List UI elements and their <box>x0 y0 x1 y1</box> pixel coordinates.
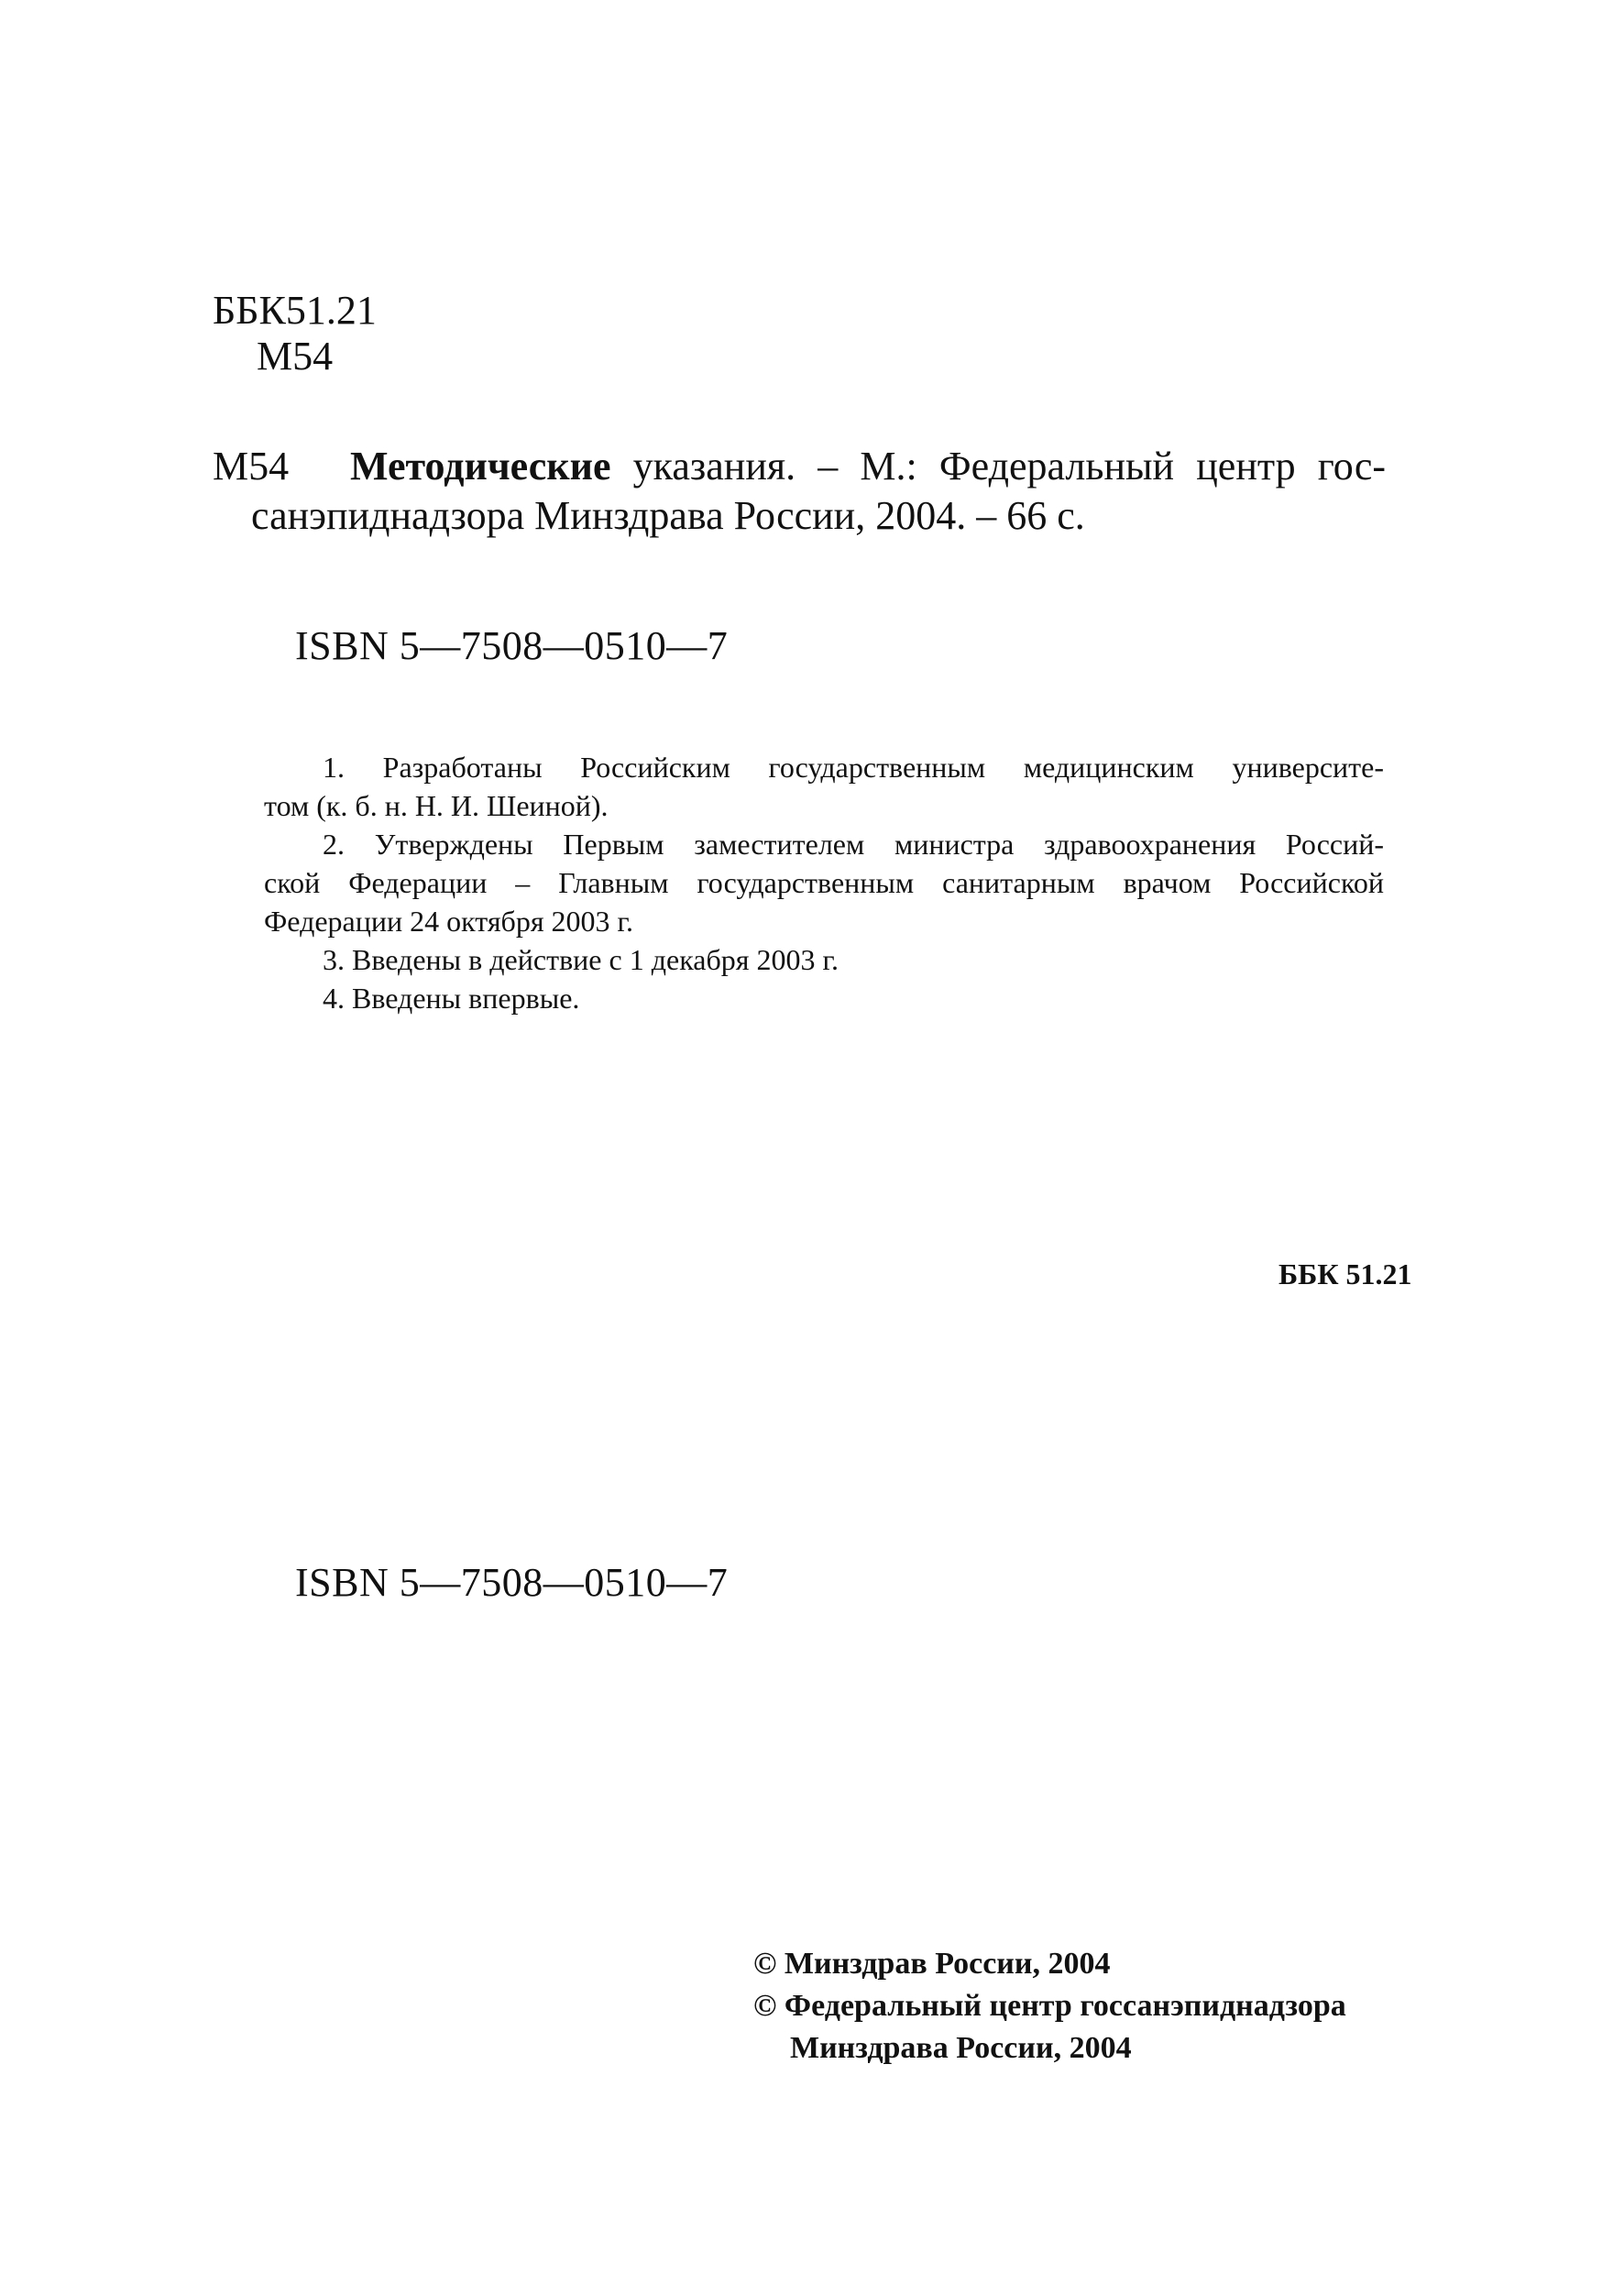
isbn-top: ISBN 5—7508—0510—7 <box>295 623 729 668</box>
author-mark: М54 <box>257 334 334 379</box>
citation-author-mark: М54 <box>213 444 290 489</box>
copyright-block <box>753 1943 1346 2070</box>
note-3: 3. Введены в действие с 1 декабря 2003 г. <box>323 943 839 976</box>
citation-line-1-rest: указания. – М.: Федеральный центр гос- <box>632 444 1387 489</box>
bbk-classification: ББК51.21 <box>213 288 377 333</box>
bibliographic-citation <box>213 442 1386 541</box>
copyright-line-1: © Минздрав России, 2004 <box>753 1947 1111 1981</box>
citation-title: Методические <box>350 444 611 489</box>
note-2-line-3: Федерации 24 октября 2003 г. <box>264 905 634 938</box>
bbk-classification-right: ББК 51.21 <box>1278 1257 1412 1290</box>
isbn-bottom: ISBN 5—7508—0510—7 <box>295 1560 729 1605</box>
note-1-line-2: том (к. б. н. Н. И. Шеиной). <box>264 789 609 822</box>
copyright-line-3: Минздрава России, 2004 <box>790 2031 1132 2065</box>
citation-line-1 <box>213 442 1386 491</box>
note-1-line-1: 1. Разработаны Российским государственным медицинским университе- <box>323 751 1384 784</box>
note-2-line-1: 2. Утверждены Первым заместителем министра здравоохранения Россий- <box>323 828 1384 861</box>
note-2-line-2: ской Федерации – Главным государственным санитарным врачом Российской <box>264 866 1384 899</box>
publication-notes <box>264 748 1384 1017</box>
copyright-line-2: © Федеральный центр госсанэпиднадзора <box>753 1989 1346 2023</box>
note-4: 4. Введены впервые. <box>323 982 580 1015</box>
citation-line-2: санэпиднадзора Минздрава России, 2004. – 66 с. <box>251 493 1085 538</box>
